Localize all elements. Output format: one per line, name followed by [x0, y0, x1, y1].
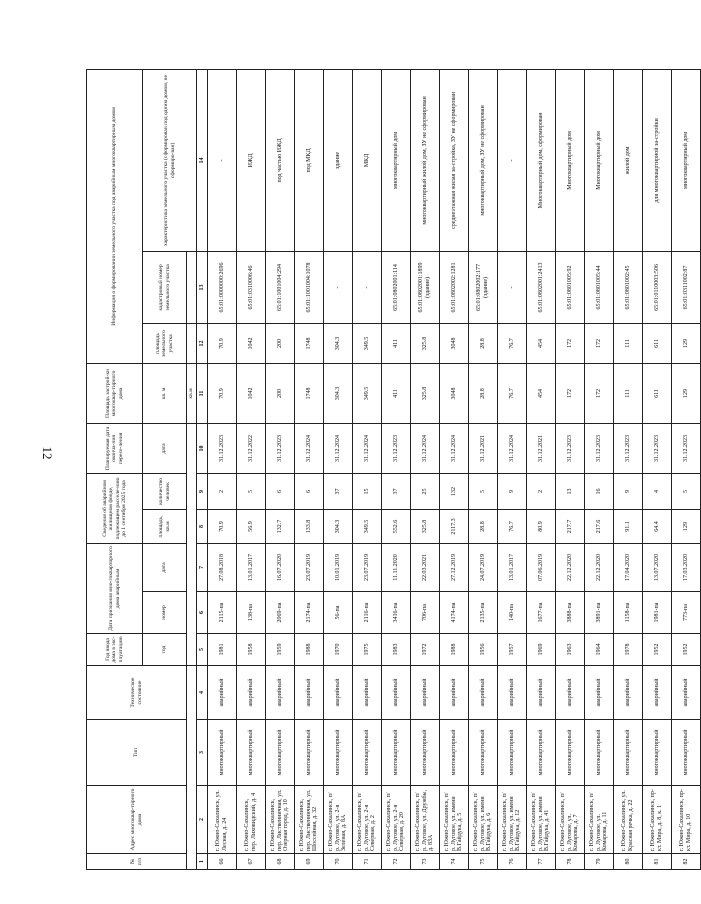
decision-number-cell: 2174-па [295, 592, 324, 634]
address-cell: г. Южно-Сахалинск, ул. Красная речка, д. 22 [614, 786, 643, 854]
characteristic-cell: многоквартирный дом, ЗУ не сформирован [469, 69, 498, 251]
year-cell: 1957 [498, 634, 527, 666]
land-area-cell: 129 [672, 323, 701, 363]
row-number: 68 [266, 854, 295, 870]
planned-date-cell: 31.12.2022 [237, 423, 266, 473]
land-area-cell: 349.5 [353, 323, 382, 363]
table-row [556, 69, 585, 869]
planned-date-cell: 31.12.2024 [411, 423, 440, 473]
table-row [295, 69, 324, 869]
characteristic-cell: МКД [353, 69, 382, 251]
header-area-group: Площадь застрой-ки многоквар-тирного дома [87, 363, 143, 423]
cadastral-cell: 65:01:0802001:1899 (здание) [411, 251, 440, 323]
cadastral-cell: 65:01:0802001:114 [382, 251, 411, 323]
characteristic-cell: - [208, 69, 237, 251]
decision-number-cell: 140-па [498, 592, 527, 634]
state-cell: аварийный [527, 666, 556, 720]
building-area-cell: 411 [382, 363, 411, 423]
cadastral-cell: 65:01:0802001:2413 [527, 251, 556, 323]
residents-area-cell: 132.7 [266, 509, 295, 543]
table-row [498, 69, 527, 869]
planned-date-cell: 31.12.2024 [353, 423, 382, 473]
row-number: 75 [469, 854, 498, 870]
building-area-cell: 1748 [295, 363, 324, 423]
header-land-area-label: площадь земельного участка [155, 330, 174, 357]
table-row [672, 69, 701, 869]
column-number-cell: 10 [197, 423, 208, 473]
state-cell: аварийный [382, 666, 411, 720]
state-cell: аварийный [672, 666, 701, 720]
state-cell: аварийный [208, 666, 237, 720]
year-cell: 1983 [382, 634, 411, 666]
residents-area-cell: 70.9 [208, 509, 237, 543]
building-area-cell: 111 [614, 363, 643, 423]
type-cell: многоквартирный [527, 720, 556, 786]
type-cell: многоквартирный [672, 720, 701, 786]
cadastral-cell: 65:01:1001004:1078 [295, 251, 324, 323]
header-residents-area: площадь, кв.м [143, 509, 187, 543]
type-cell: многоквартирный [353, 720, 382, 786]
cadastral-cell: 65:01:0110003:506 [643, 251, 672, 323]
year-cell: 1988 [295, 634, 324, 666]
decision-number-cell: 138-па [237, 592, 266, 634]
decision-date-cell: 23.07.2019 [353, 543, 382, 591]
residents-count-cell: 2 [527, 473, 556, 509]
header-year: год [143, 634, 187, 666]
address-cell: г. Южно-Сахалинск, пр-кт. Мира, д. 8, к. 1 [643, 786, 672, 854]
planned-date-cell: 31.12.2024 [324, 423, 353, 473]
building-area-cell: 454 [527, 363, 556, 423]
planned-date-cell: 31.12.2024 [440, 423, 469, 473]
residents-area-cell: 217.6 [585, 509, 614, 543]
land-area-cell: 325.8 [411, 323, 440, 363]
address-cell: г. Южно-Сахалинск, ул. Лесная, д. 24 [208, 786, 237, 854]
residents-count-cell: 25 [411, 473, 440, 509]
header-type: Тип [87, 720, 187, 786]
row-number: 76 [498, 854, 527, 870]
characteristic-cell: здание [324, 69, 353, 251]
year-cell: 1964 [585, 634, 614, 666]
decision-date-cell: 27.12.2019 [440, 543, 469, 591]
header-planned-group: Планируемая дата оконча-ния пересе-ления [87, 423, 143, 473]
table-row [411, 69, 440, 869]
header-year-group: Год ввода дома в экс-плуатацию [87, 634, 143, 666]
column-number-cell: 13 [197, 251, 208, 323]
residents-count-cell: 9 [498, 473, 527, 509]
characteristic-cell: Многоквартирный дом [556, 69, 585, 251]
residents-area-cell: 80.9 [527, 509, 556, 543]
header-characteristic: характеристика земельного участка (сформирован под одним домом, не сформиро-ван) [143, 69, 197, 251]
land-area-cell: 304.3 [324, 323, 353, 363]
row-number: 74 [440, 854, 469, 870]
decision-date-cell: 22.12.2020 [585, 543, 614, 591]
characteristic-cell: многоквартирный дом [382, 69, 411, 251]
year-cell: 1956 [469, 634, 498, 666]
decision-number-cell: 2069-па [266, 592, 295, 634]
cadastral-cell: - [353, 251, 382, 323]
type-cell: многоквартирный [237, 720, 266, 786]
column-number-cell: 2 [197, 786, 208, 854]
table-row [208, 69, 237, 869]
address-cell: г. Южно-Сахалинск, пер. Лиственничная, ул. Озерная город, д. 10 [266, 786, 295, 854]
decision-date-cell: 11.11.2020 [382, 543, 411, 591]
header-units-spacer [187, 666, 197, 870]
decision-number-cell: 706-па [411, 592, 440, 634]
planned-date-cell: 31.12.2023 [672, 423, 701, 473]
address-cell: г. Южно-Сахалинск, п/р. Луговое, ул. Комарова, д. 7 [556, 786, 585, 854]
residents-count-cell: 6 [295, 473, 324, 509]
row-number: 82 [672, 854, 701, 870]
state-cell: аварийный [237, 666, 266, 720]
column-number-cell: 5 [197, 634, 208, 666]
header-planned-date: дата [143, 423, 187, 473]
residents-count-cell: 5 [469, 473, 498, 509]
building-area-cell: 1042 [237, 363, 266, 423]
column-number-cell: 9 [197, 473, 208, 509]
address-cell: г. Южно-Сахалинск, пр-кт. Мира, д. 10 [672, 786, 701, 854]
characteristic-cell: ИЖД [237, 69, 266, 251]
row-number: 71 [353, 854, 382, 870]
decision-date-cell: 22.12.2020 [556, 543, 585, 591]
land-area-cell: 411 [382, 323, 411, 363]
address-cell: г. Южно-Сахалинск, п/р. Луговое, ул. 2-я Зеленая, д. 8А [324, 786, 353, 854]
type-cell: многоквартирный [324, 720, 353, 786]
residents-count-cell: 2 [208, 473, 237, 509]
header-land-group: Информация о формировании земельного участка под аварийным многоквартирным домом [87, 69, 143, 363]
residents-area-cell: 129 [672, 509, 701, 543]
residents-area-cell: 56.9 [237, 509, 266, 543]
land-area-cell: 172 [556, 323, 585, 363]
address-cell: г. Южно-Сахалинск, п/р. Луговое, ул. Дружбы, д. 83А [411, 786, 440, 854]
row-number: 80 [614, 854, 643, 870]
cadastral-cell: 65:01:0802002:177 (здание) [469, 251, 498, 323]
state-cell: аварийный [266, 666, 295, 720]
cadastral-cell: 65:01:0801005:44 [585, 251, 614, 323]
column-number-cell: 12 [197, 323, 208, 363]
decision-date-cell: 13.01.2017 [237, 543, 266, 591]
table-row [324, 69, 353, 869]
type-cell: многоквартирный [295, 720, 324, 786]
decision-number-cell: 2115-па [208, 592, 237, 634]
decision-date-cell: 10.01.2019 [324, 543, 353, 591]
cadastral-cell: 65:01:0801002:45 [614, 251, 643, 323]
residents-area-cell: 64.4 [643, 509, 672, 543]
state-cell: аварийный [440, 666, 469, 720]
cadastral-cell: - [324, 251, 353, 323]
decision-number-cell: 2135-па [469, 592, 498, 634]
state-cell: аварийный [353, 666, 382, 720]
decision-date-cell: 13.07.2020 [643, 543, 672, 591]
residents-area-cell: 349.5 [353, 509, 382, 543]
land-area-cell: 76.7 [498, 323, 527, 363]
type-cell: многоквартирный [556, 720, 585, 786]
land-area-cell: 70.9 [208, 323, 237, 363]
residents-count-cell: 15 [353, 473, 382, 509]
header-units-spacer-3 [187, 323, 197, 363]
characteristic-cell: среднеэтажная жилая за-стройка, ЗУ не сформирован [440, 69, 469, 251]
characteristic-cell: Многоквартирный дом, сформирован [527, 69, 556, 251]
row-number: 66 [208, 854, 237, 870]
table-row [266, 69, 295, 869]
table-row [614, 69, 643, 869]
header-units-spacer-2 [187, 423, 197, 665]
planned-date-cell: 31.12.2024 [295, 423, 324, 473]
planned-date-cell: 31.12.2023 [643, 423, 672, 473]
residents-count-cell: 6 [266, 473, 295, 509]
state-cell: аварийный [498, 666, 527, 720]
decision-number-cell: 1158-па [614, 592, 643, 634]
cadastral-cell: 65:01:0802002:1281 [440, 251, 469, 323]
year-cell: 1978 [614, 634, 643, 666]
column-number-cell: 14 [197, 69, 208, 251]
cadastral-cell: 65:01:0311002:87 [672, 251, 701, 323]
characteristic-cell: многоквартирный жилой дом, ЗУ не сформирован [411, 69, 440, 251]
residents-area-cell: 133.8 [295, 509, 324, 543]
column-number-cell: 8 [197, 509, 208, 543]
building-area-cell: 129 [672, 363, 701, 423]
type-cell: многоквартирный [614, 720, 643, 786]
table-row [353, 69, 382, 869]
characteristic-cell: под МКД [295, 69, 324, 251]
type-cell: многоквартирный [382, 720, 411, 786]
decision-date-cell: 13.01.2017 [498, 543, 527, 591]
header-land-area-unit: кв.м [187, 363, 197, 423]
cadastral-cell: - [498, 251, 527, 323]
decision-date-cell: 23.07.2019 [295, 543, 324, 591]
address-cell: г. Южно-Сахалинск, пер. Лиственничная, ул. Шоссейная, д. 32 [295, 786, 324, 854]
column-number-cell: 4 [197, 666, 208, 720]
cadastral-cell: 65:01:0801005:92 [556, 251, 585, 323]
type-cell: многоквартирный [498, 720, 527, 786]
address-cell: г. Южно-Сахалинск, пер. Лиховидский, д. 4 [237, 786, 266, 854]
year-cell: 1958 [237, 634, 266, 666]
page-number: 12 [40, 446, 55, 460]
address-cell: г. Южно-Сахалинск, п/р. Луговое, ул. Комарова, д. 11 [585, 786, 614, 854]
planned-date-cell: 31.12.2021 [469, 423, 498, 473]
row-number: 79 [585, 854, 614, 870]
row-number: 73 [411, 854, 440, 870]
address-cell: г. Южно-Сахалинск, п/р. Луговое, ул. имени В.Гайдука, д. 6 [469, 786, 498, 854]
building-area-cell: 304.3 [324, 363, 353, 423]
decision-date-cell: 17.04.2020 [614, 543, 643, 591]
row-number: 72 [382, 854, 411, 870]
land-area-cell: 28.8 [469, 323, 498, 363]
decision-number-cell: 3416-па [382, 592, 411, 634]
land-area-cell: 1042 [237, 323, 266, 363]
decision-number-cell: 1677-па [527, 592, 556, 634]
header-decision-date: дата [143, 543, 187, 591]
row-number: 78 [556, 854, 585, 870]
building-area-cell: 28.8 [469, 363, 498, 423]
residents-area-cell: 2117.3 [440, 509, 469, 543]
residents-count-cell: 132 [440, 473, 469, 509]
building-area-cell: 349.5 [353, 363, 382, 423]
table-row [237, 69, 266, 869]
decision-number-cell: 3891-па [585, 592, 614, 634]
state-cell: аварийный [469, 666, 498, 720]
planned-date-cell: 31.12.2021 [527, 423, 556, 473]
type-cell: многоквартирный [469, 720, 498, 786]
column-number-cell: 1 [197, 854, 208, 870]
residents-area-cell: 91.1 [614, 509, 643, 543]
decision-date-cell: 24.07.2019 [469, 543, 498, 591]
planned-date-cell: 31.12.2023 [382, 423, 411, 473]
land-area-cell: 172 [585, 323, 614, 363]
decision-date-cell: 22.03.2021 [411, 543, 440, 591]
land-area-cell: 3048 [440, 323, 469, 363]
header-cadastral: кадастровый номер земельного участка [143, 251, 187, 323]
residents-count-cell: 37 [382, 473, 411, 509]
row-number: 77 [527, 854, 556, 870]
type-cell: многоквартирный [266, 720, 295, 786]
planned-date-cell: 31.12.2023 [266, 423, 295, 473]
characteristic-cell: для многоквартирной за-стройки [643, 69, 672, 251]
header-address: Адрес многоквар-тирного дома [87, 786, 187, 854]
year-cell: 1963 [556, 634, 585, 666]
header-row-1 [87, 69, 143, 869]
state-cell: аварийный [643, 666, 672, 720]
characteristic-cell: Многоквартирный дом [585, 69, 614, 251]
residents-count-cell: 9 [614, 473, 643, 509]
residents-count-cell: 13 [556, 473, 585, 509]
land-area-cell: 111 [614, 323, 643, 363]
building-area-cell: 611 [643, 363, 672, 423]
year-cell: 1972 [411, 634, 440, 666]
year-cell: 1959 [266, 634, 295, 666]
building-area-cell: 325.8 [411, 363, 440, 423]
residents-area-cell: 552.6 [382, 509, 411, 543]
header-tech-state: Техническое состояние [87, 666, 187, 720]
header-residents-count: количество человек [143, 473, 187, 509]
table-row [469, 69, 498, 869]
decision-number-cell: 2116-па [353, 592, 382, 634]
header-area-unit: кв. м [143, 363, 187, 423]
characteristic-cell: жилой дом [614, 69, 643, 251]
type-cell: многоквартирный [208, 720, 237, 786]
header-decision-number: номер [143, 592, 187, 634]
column-number-cell: 7 [197, 543, 208, 591]
decision-number-cell: 3888-па [556, 592, 585, 634]
type-cell: многоквартирный [643, 720, 672, 786]
table-row [440, 69, 469, 869]
column-number-cell: 3 [197, 720, 208, 786]
cadastral-cell: 65:01:0310006:46 [237, 251, 266, 323]
state-cell: аварийный [324, 666, 353, 720]
decision-number-cell: 4174-па [440, 592, 469, 634]
header-decision-group: Дата признания мно-гоквартирного дома аварийным [87, 543, 143, 633]
characteristic-cell: - [498, 69, 527, 251]
address-cell: г. Южно-Сахалинск, п/р. Луговое, ул. имени В.Гайдука, д. 41 [527, 786, 556, 854]
planned-date-cell: 31.12.2023 [585, 423, 614, 473]
residents-area-cell: 217.7 [556, 509, 585, 543]
decision-date-cell: 16.07.2020 [266, 543, 295, 591]
header-num: № п/п [87, 854, 187, 870]
residents-count-cell: 37 [324, 473, 353, 509]
row-number: 81 [643, 854, 672, 870]
decision-date-cell: 17.03.2020 [672, 543, 701, 591]
planned-date-cell: 31.12.2023 [614, 423, 643, 473]
building-area-cell: 172 [556, 363, 585, 423]
year-cell: 1970 [324, 634, 353, 666]
table-row [527, 69, 556, 869]
type-cell: многоквартирный [440, 720, 469, 786]
residents-area-cell: 325.8 [411, 509, 440, 543]
emergency-housing-table [86, 69, 701, 870]
building-area-cell: 76.7 [498, 363, 527, 423]
year-cell: 1975 [353, 634, 382, 666]
type-cell: многоквартирный [411, 720, 440, 786]
building-area-cell: 200 [266, 363, 295, 423]
column-number-cell: 6 [197, 592, 208, 634]
residents-area-cell: 304.3 [324, 509, 353, 543]
building-area-cell: 70.9 [208, 363, 237, 423]
residents-area-cell: 76.7 [498, 509, 527, 543]
year-cell: 1981 [208, 634, 237, 666]
header-residents-group: Сведения об аварийном жилищном фонде, подлежащем расселе-нию до 1 сентября 2025 года [87, 473, 143, 543]
decision-date-cell: 07.06.2019 [527, 543, 556, 591]
planned-date-cell: 31.12.2024 [498, 423, 527, 473]
table-row [585, 69, 614, 869]
table-row [643, 69, 672, 869]
building-area-cell: 172 [585, 363, 614, 423]
address-cell: г. Южно-Сахалинск, п/р. Луговое, ул. имени В.Гайдука, д. 12 [498, 786, 527, 854]
column-number-row [197, 69, 208, 869]
column-number-cell: 11 [197, 363, 208, 423]
decision-number-cell: 1981-па [643, 592, 672, 634]
planned-date-cell: 31.12.2023 [556, 423, 585, 473]
decision-date-cell: 27.08.2018 [208, 543, 237, 591]
residents-count-cell: 5 [672, 473, 701, 509]
cadastral-cell: 65:01:1001004:294 [266, 251, 295, 323]
state-cell: аварийный [295, 666, 324, 720]
row-number: 69 [295, 854, 324, 870]
header-land-area [143, 323, 187, 363]
address-cell: г. Южно-Сахалинск, п/р. Луговое, ул. 2-я Северная, д. 20 [382, 786, 411, 854]
address-cell: г. Южно-Сахалинск, п/р. Луговое, ул. имени В.Гайдука, д. 5 [440, 786, 469, 854]
state-cell: аварийный [556, 666, 585, 720]
residents-count-cell: 16 [585, 473, 614, 509]
residents-count-cell: 5 [237, 473, 266, 509]
type-cell: многоквартирный [585, 720, 614, 786]
decision-number-cell: 56-па [324, 592, 353, 634]
state-cell: аварийный [614, 666, 643, 720]
land-area-cell: 1748 [295, 323, 324, 363]
state-cell: аварийный [411, 666, 440, 720]
land-area-cell: 200 [266, 323, 295, 363]
row-number: 67 [237, 854, 266, 870]
row-number: 70 [324, 854, 353, 870]
table-row [382, 69, 411, 869]
decision-number-cell: 773-па [672, 592, 701, 634]
land-area-cell: 611 [643, 323, 672, 363]
land-area-cell: 454 [527, 323, 556, 363]
year-cell: 1988 [440, 634, 469, 666]
residents-count-cell: 4 [643, 473, 672, 509]
building-area-cell: 3048 [440, 363, 469, 423]
address-cell: г. Южно-Сахалинск, п/р. Луговое, ул. 2-я Северная, д. 2 [353, 786, 382, 854]
characteristic-cell: под частью ИЖД [266, 69, 295, 251]
characteristic-cell: многоквартирный дом [672, 69, 701, 251]
residents-area-cell: 28.8 [469, 509, 498, 543]
year-cell: 1952 [672, 634, 701, 666]
planned-date-cell: 31.12.2023 [208, 423, 237, 473]
state-cell: аварийный [585, 666, 614, 720]
year-cell: 1969 [527, 634, 556, 666]
year-cell: 1952 [643, 634, 672, 666]
cadastral-cell: 65:01:0000000:2696 [208, 251, 237, 323]
